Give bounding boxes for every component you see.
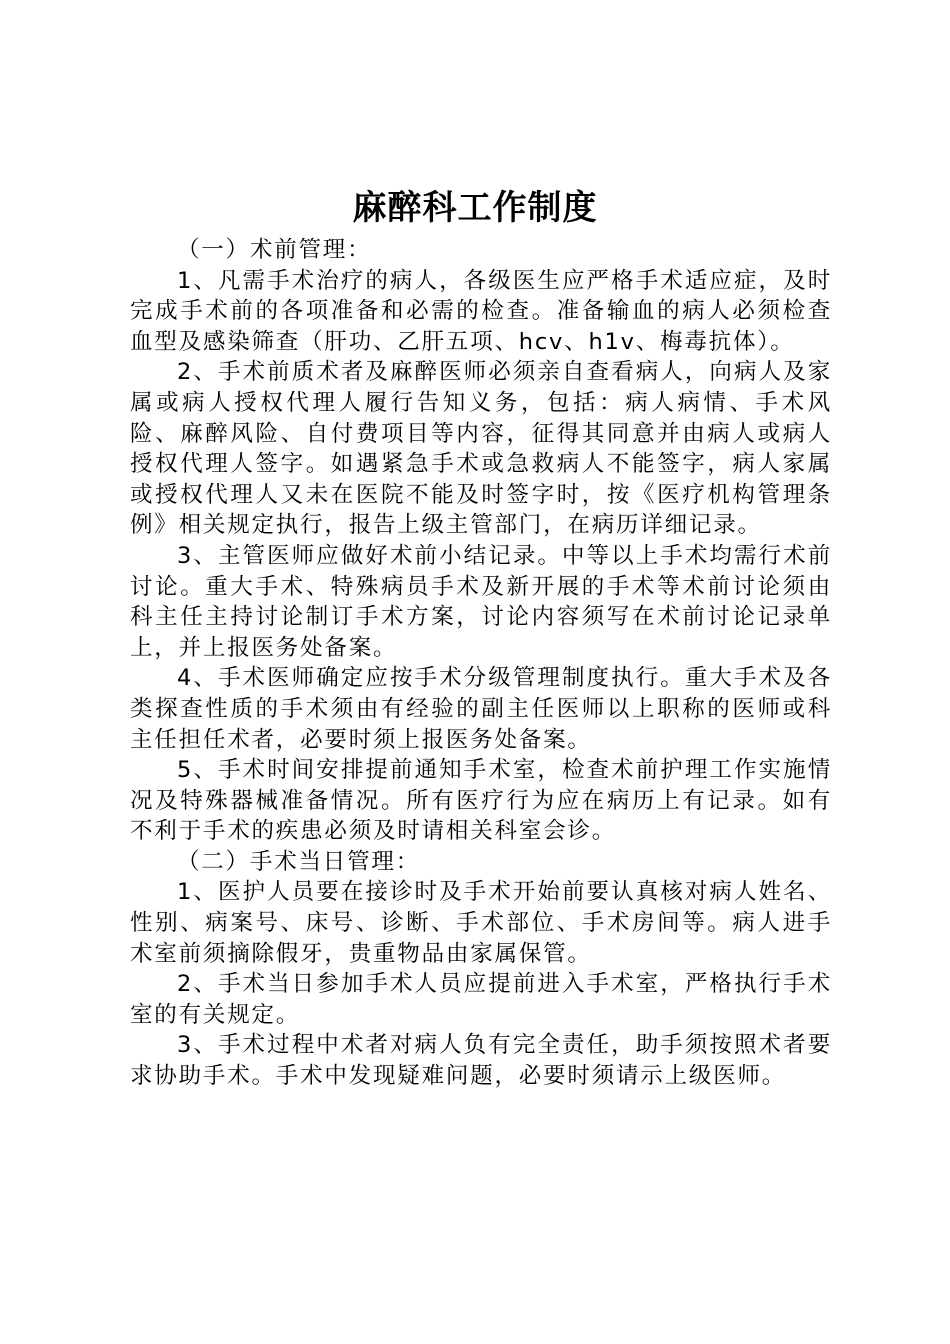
document-title: 麻醉科工作制度 (352, 188, 598, 228)
paragraph: 3、主管医师应做好术前小结记录。中等以上手术均需行术前讨论。重大手术、特殊病员手术及新开展的手术等术前讨论须由科主任主持讨论制订手术方案，讨论内容须写在术前讨论记录单上，并上报医务处备案。 (130, 542, 832, 661)
paragraph: 4、手术医师确定应按手术分级管理制度执行。重大手术及各类探查性质的手术须由有经验的副主任医师以上职称的医师或科主任担任术者，必要时须上报医务处备案。 (130, 665, 832, 753)
document-body (130, 235, 832, 1092)
paragraph: 3、手术过程中术者对病人负有完全责任，助手须按照术者要求协助手术。手术中发现疑难问题，必要时须请示上级医师。 (130, 1032, 832, 1090)
section-heading-preoperative: （一）术前管理： (177, 237, 372, 263)
paragraph: 2、手术当日参加手术人员应提前进入手术室，严格执行手术室的有关规定。 (130, 971, 832, 1028)
paragraph: 1、医护人员要在接诊时及手术开始前要认真核对病人姓名、性别、病案号、床号、诊断、手术部位、手术房间等。病人进手术室前须摘除假牙，贵重物品由家属保管。 (130, 879, 832, 967)
paragraph: 5、手术时间安排提前通知手术室，检查术前护理工作实施情况及特殊器械准备情况。所有医疗行为应在病历上有记录。如有不利于手术的疾患必须及时请相关科室会诊。 (130, 757, 832, 845)
paragraph: 2、手术前质术者及麻醉医师必须亲自查看病人，向病人及家属或病人授权代理人履行告知义务，包括：病人病情、手术风险、麻醉风险、自付费项目等内容，征得其同意并由病人或病人授权代理人签字。如遇紧急手术或急救病人不能签字，病人家属或授权代理人又未在医院不能及时签字时，按《医疗机构管理条例》相关规定执行，报告上级主管部门，在病历详细记录。 (130, 359, 832, 539)
section-heading-surgery-day: （二）手术当日管理： (177, 848, 421, 875)
paragraph: 1、凡需手术治疗的病人，各级医生应严格手术适应症，及时完成手术前的各项准备和必需的检查。准备输血的病人必须检查血型及感染筛查（肝功、乙肝五项、hcv、h1v、梅毒抗体）。 (130, 267, 832, 355)
